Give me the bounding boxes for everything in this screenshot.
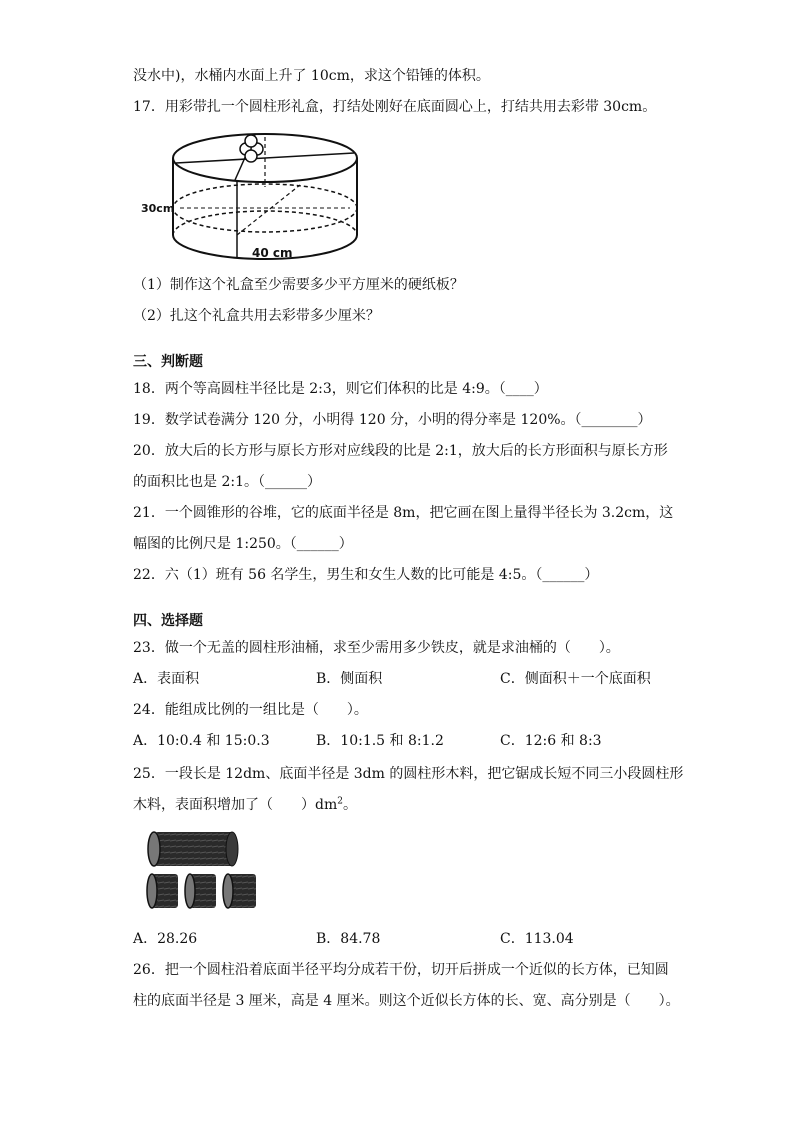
q24-option-b: B．10:1.5 和 8:1.2 [316,733,444,749]
q25-option-c: C．113.04 [500,931,574,947]
q16-continuation-line: 没水中)，水桶内水面上升了 10cm，求这个铅锤的体积。 [133,68,490,84]
q25-wood-logs-figure [146,826,266,916]
q17-diameter-label: 40 cm [252,246,293,260]
q17-stem: 17．用彩带扎一个圆柱形礼盒，打结处刚好在底面圆心上，打结共用去彩带 30cm。 [133,99,657,115]
q17-gift-box-figure [140,125,365,265]
q21-line-2: 幅图的比例尺是 1:250。（______） [133,536,353,552]
q26-line-1: 26．把一个圆柱沿着底面半径平均分成若干份，切开后拼成一个近似的长方体，已知圆 [133,962,669,978]
q25-line-2-text: 木料，表面积增加了（ ）dm [133,797,338,813]
q23-option-a: A．表面积 [133,671,200,687]
q22-text: 22．六（1）班有 56 名学生，男生和女生人数的比可能是 4:5。（______） [133,567,599,583]
q25-exponent: 2 [337,796,343,807]
wood-logs-image [146,826,266,916]
q18-text: 18．两个等高圆柱半径比是 2:3，则它们体积的比是 4:9。（____） [133,381,548,397]
q20-line-2: 的面积比也是 2:1。（______） [133,474,321,490]
q21-line-1: 21．一个圆锥形的谷堆，它的底面半径是 8m，把它画在图上量得半径长为 3.2cm，这 [133,505,674,521]
q26-line-2: 柱的底面半径是 3 厘米，高是 4 厘米。则这个近似长方体的长、宽、高分别是（ ）。 [133,993,680,1009]
section-4-title: 四、选择题 [133,613,203,629]
q19-text: 19．数学试卷满分 120 分，小明得 120 分，小明的得分率是 120%。（________） [133,412,652,428]
q25-line-1: 25．一段长是 12dm、底面半径是 3dm 的圆柱形木料，把它锯成长短不同三小段圆柱形 [133,766,684,782]
q24-option-a: A．10:0.4 和 15:0.3 [133,733,270,749]
q23-stem: 23．做一个无盖的圆柱形油桶，求至少需用多少铁皮，就是求油桶的（ ）。 [133,640,620,656]
q23-option-b: B．侧面积 [316,671,383,687]
q25-option-b: B．84.78 [316,931,381,947]
q17-height-label: 30cm [141,202,175,215]
q17-sub-question-1: （1）制作这个礼盒至少需要多少平方厘米的硬纸板？ [133,277,464,293]
q23-option-c: C．侧面积＋一个底面积 [500,671,651,687]
q25-option-a: A．28.26 [133,931,198,947]
q17-sub-question-2: （2）扎这个礼盒共用去彩带多少厘米？ [133,308,380,324]
q24-option-c: C．12:6 和 8:3 [500,733,602,749]
q25-line-2-end: 。 [342,797,357,813]
gift-box-cylinder-diagram [140,125,365,265]
section-3-title: 三、判断题 [133,354,203,370]
q20-line-1: 20．放大后的长方形与原长方形对应线段的比是 2:1，放大后的长方形面积与原长方形 [133,443,668,459]
q24-stem: 24．能组成比例的一组比是（ ）。 [133,702,368,718]
q25-line-2 [133,795,357,815]
